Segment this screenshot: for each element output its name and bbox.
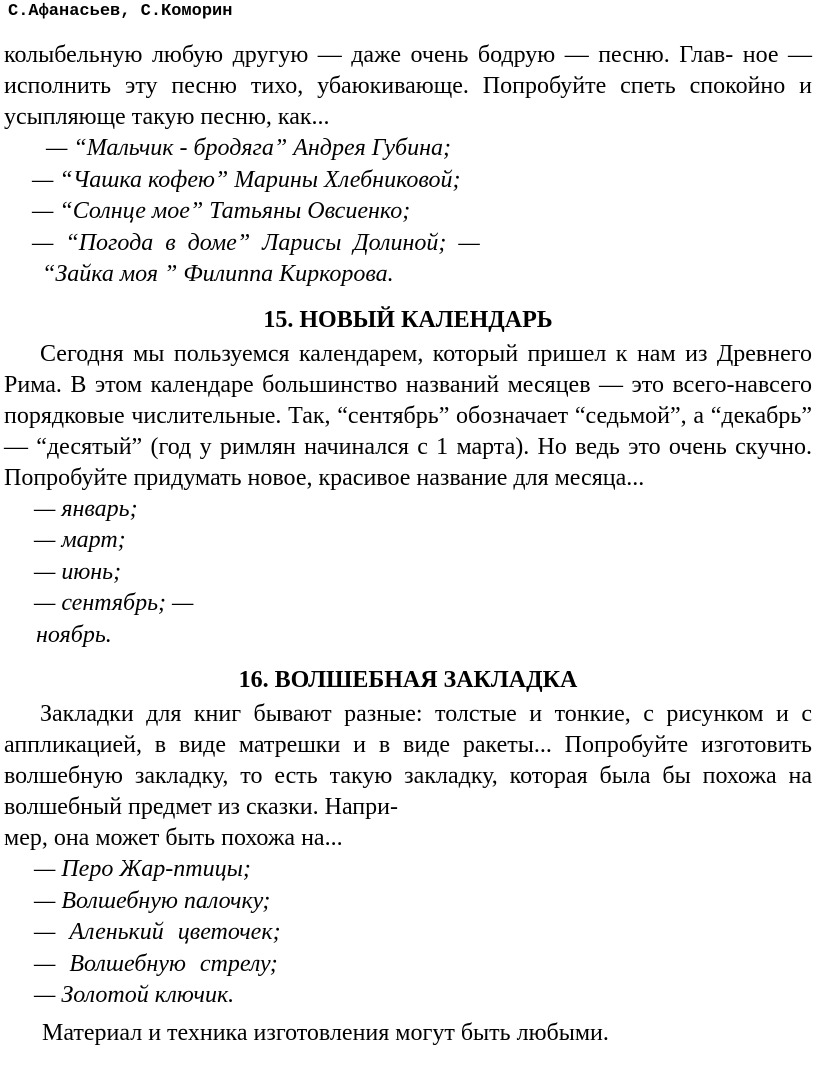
bookmark-list xyxy=(4,854,812,1012)
running-head: С.Афанасьев, С.Коморин xyxy=(8,2,233,21)
list-item: — июнь; xyxy=(34,558,122,585)
list-item: — “Солнце мое” Татьяны Овсиенко; xyxy=(32,198,411,224)
list-item: — Волшебную палочку; xyxy=(34,887,271,914)
list-item: — Перо Жар-птицы; xyxy=(34,856,251,882)
list-item: — январь; xyxy=(34,495,138,522)
list-item: — “Чашка кофею” Марины Хлебниковой; xyxy=(32,166,461,193)
intro-line: ное — исполнить эту песню тихо, убаюкивающе. Попробуйте спеть xyxy=(4,42,813,99)
intro-line: спокойно и усыпляюще такую песню, как... xyxy=(4,73,812,130)
section-15-paragraph: Сегодня мы пользуемся календарем, который пришел к нам из Древнего Рима. В этом календаре большинство названий месяцев — это всего-навсего порядковые числительные. Так, “сентябрь” обозначает “седьмой”, а “декабрь” — “десятый” (год у римлян начинался с 1 марта). Но ведь это очень скучно. Попробуйте придумать новое, красивое название для месяца... xyxy=(4,340,812,491)
closing-line: Материал и техника изготовления могут быть любыми. xyxy=(42,1019,609,1046)
intro-paragraph xyxy=(4,40,812,133)
list-item: — Аленький цветочек; xyxy=(34,919,281,945)
list-item: — “Мальчик - бродяга” Андрея Губина; xyxy=(46,135,451,161)
list-item: — март; xyxy=(34,527,126,553)
list-item: — Золотой ключик. xyxy=(34,982,235,1008)
section-16-heading: 16. ВОЛШЕБНАЯ ЗАКЛАДКА xyxy=(238,667,578,693)
list-item: — Волшебную стрелу; xyxy=(34,950,278,977)
section-16-paragraph: Закладки для книг бывают разные: толстые и тонкие, с рисунком и с аппликацией, в виде матрешки и в виде ракеты... Попробуйте изготовить волшебную закладку, то есть такую закладку, которая была бы похожа на волшебный предмет из сказки. Напри- xyxy=(4,701,812,820)
section-16-paragraph-end: мер, она может быть похожа на... xyxy=(4,825,343,851)
intro-line: колыбельную любую другую — даже очень бодрую — песню. Глав- xyxy=(4,42,734,68)
section-15-heading: 15. НОВЫЙ КАЛЕНДАРЬ xyxy=(263,306,553,333)
list-item: — сентябрь; — xyxy=(34,590,194,616)
song-list xyxy=(4,133,812,291)
list-item: — “Погода в доме” Ларисы Долиной; — xyxy=(32,229,480,256)
list-item: ноябрь. xyxy=(36,621,112,648)
month-list xyxy=(4,494,812,652)
page-content xyxy=(4,40,812,1049)
list-item: “Зайка моя ” Филиппа Киркорова. xyxy=(42,261,394,287)
